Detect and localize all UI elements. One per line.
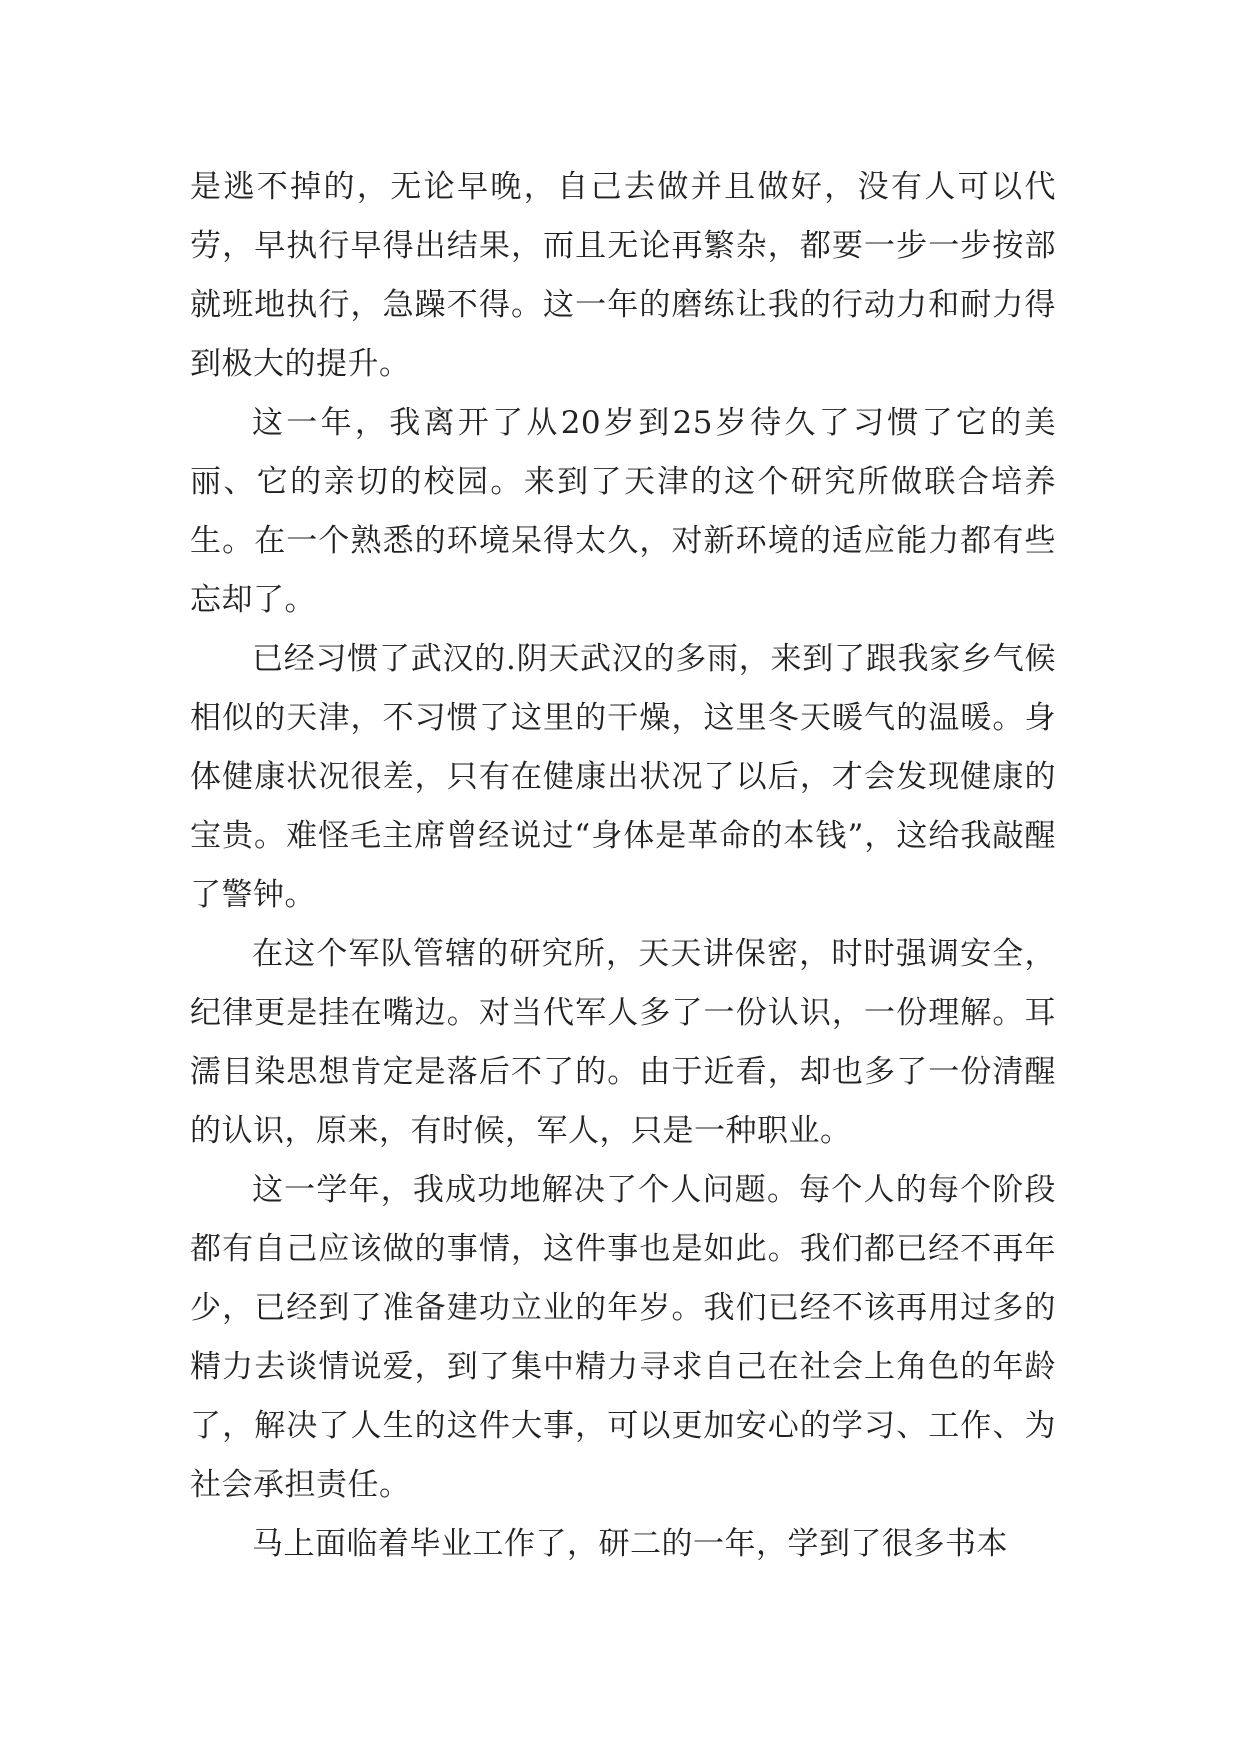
paragraph: 这一年，我离开了从20岁到25岁待久了习惯了它的美丽、它的亲切的校园。来到了天津的这个研究所做联合培养生。在一个熟悉的环境呆得太久，对新环境的适应能力都有些忘却了。 (190, 405, 1056, 618)
paragraph: 马上面临着毕业工作了，研二的一年，学到了很多书本 (252, 1526, 1008, 1562)
paragraph: 这一学年，我成功地解决了个人问题。每个人的每个阶段都有自己应该做的事情，这件事也是如此。我们都已经不再年少，已经到了准备建功立业的年岁。我们已经不该再用过多的精力去谈情说爱，到了集中精力寻求自己在社会上角色的年龄了，解决了人生的这件大事，可以更加安心的学习、工作、为社会承担责任。 (190, 1172, 1056, 1503)
paragraph: 已经习惯了武汉的.阴天武汉的多雨，来到了跟我家乡气候相似的天津，不习惯了这里的干燥，这里冬天暖气的温暖。身体健康状况很差，只有在健康出状况了以后，才会发现健康的宝贵。难怪毛主席曾经说过“身体是革命的本钱”，这给我敲醒了警钟。 (190, 641, 1056, 913)
paragraph: 在这个军队管辖的研究所，天天讲保密，时时强调安全，纪律更是挂在嘴边。对当代军人多了一份认识，一份理解。耳濡目染思想肯定是落后不了的。由于近看，却也多了一份清醒的认识，原来，有时候，军人，只是一种职业。 (190, 936, 1056, 1149)
document-body (190, 158, 1056, 1574)
paragraph: 是逃不掉的，无论早晚，自己去做并且做好，没有人可以代劳，早执行早得出结果，而且无论再繁杂，都要一步一步按部就班地执行，急躁不得。这一年的磨练让我的行动力和耐力得到极大的提升。 (190, 169, 1056, 382)
